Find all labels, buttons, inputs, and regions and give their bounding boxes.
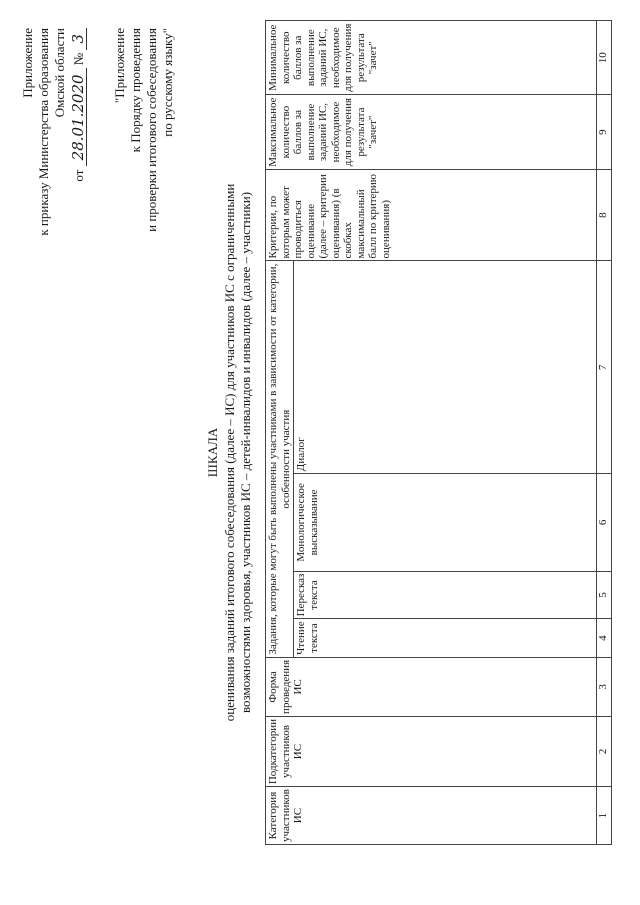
header-subcategory: Подкатегории участников ИС — [266, 716, 597, 786]
date-handwritten: 28.01.2020 — [70, 68, 87, 166]
appendix-label: "Приложение — [112, 28, 127, 104]
appendix-russian: по русскому языку" — [160, 28, 175, 137]
column-number: 4 — [597, 619, 612, 658]
column-number: 10 — [597, 21, 612, 95]
header-date-number — [70, 28, 87, 182]
header-dialogue: Диалог — [294, 261, 597, 474]
column-number: 1 — [597, 787, 612, 845]
number-handwritten: 3 — [70, 28, 87, 50]
header-retelling: Пересказ текста — [294, 571, 597, 619]
header-form: Форма проведения ИС — [266, 657, 597, 716]
header-category: Категория участников ИС — [266, 787, 597, 845]
header-region: Омской области — [52, 28, 67, 118]
date-prefix: от — [71, 169, 86, 182]
header-criteria: Критерии, по которым может проводиться оценивание (далее – критерии оценивания) (в скобках максимальный балл по критерию оценивания) — [266, 169, 597, 261]
header-min-score: Минимальное количество баллов за выполнение заданий ИС, необходимое для получения результата "зачет" — [266, 21, 597, 95]
header-monologue: Монологическое высказывание — [294, 474, 597, 571]
header-ministry-order: к приказу Министерства образования — [36, 28, 51, 236]
table-header-row — [266, 21, 294, 845]
column-number: 9 — [597, 95, 612, 169]
column-number: 2 — [597, 716, 612, 786]
number-prefix: № — [71, 52, 86, 66]
table-number-row — [597, 21, 612, 845]
scoring-table — [265, 20, 612, 845]
column-number: 7 — [597, 261, 612, 474]
column-number: 8 — [597, 169, 612, 261]
document-title: ШКАЛА — [205, 427, 220, 478]
column-number: 6 — [597, 474, 612, 571]
header-appendix-label: Приложение — [20, 28, 35, 98]
column-number: 3 — [597, 657, 612, 716]
appendix-procedure: к Порядку проведения — [128, 28, 143, 153]
header-reading: Чтение текста — [294, 619, 597, 658]
document-subtitle-2: возможностями здоровья, участников ИС – детей-инвалидов и инвалидов (далее – участники) — [238, 191, 253, 714]
appendix-interview: и проверки итогового собеседования — [144, 28, 159, 232]
header-tasks-group: Задания, которые могут быть выполнены участниками в зависимости от категории, особенности участия — [266, 261, 294, 657]
header-max-score: Максимальное количество баллов за выполнение заданий ИС, необходимое для получения результата "зачет" — [266, 95, 597, 169]
document-subtitle-1: оценивания заданий итогового собеседования (далее – ИС) для участников ИС с ограниченными — [222, 183, 237, 722]
column-number: 5 — [597, 571, 612, 619]
